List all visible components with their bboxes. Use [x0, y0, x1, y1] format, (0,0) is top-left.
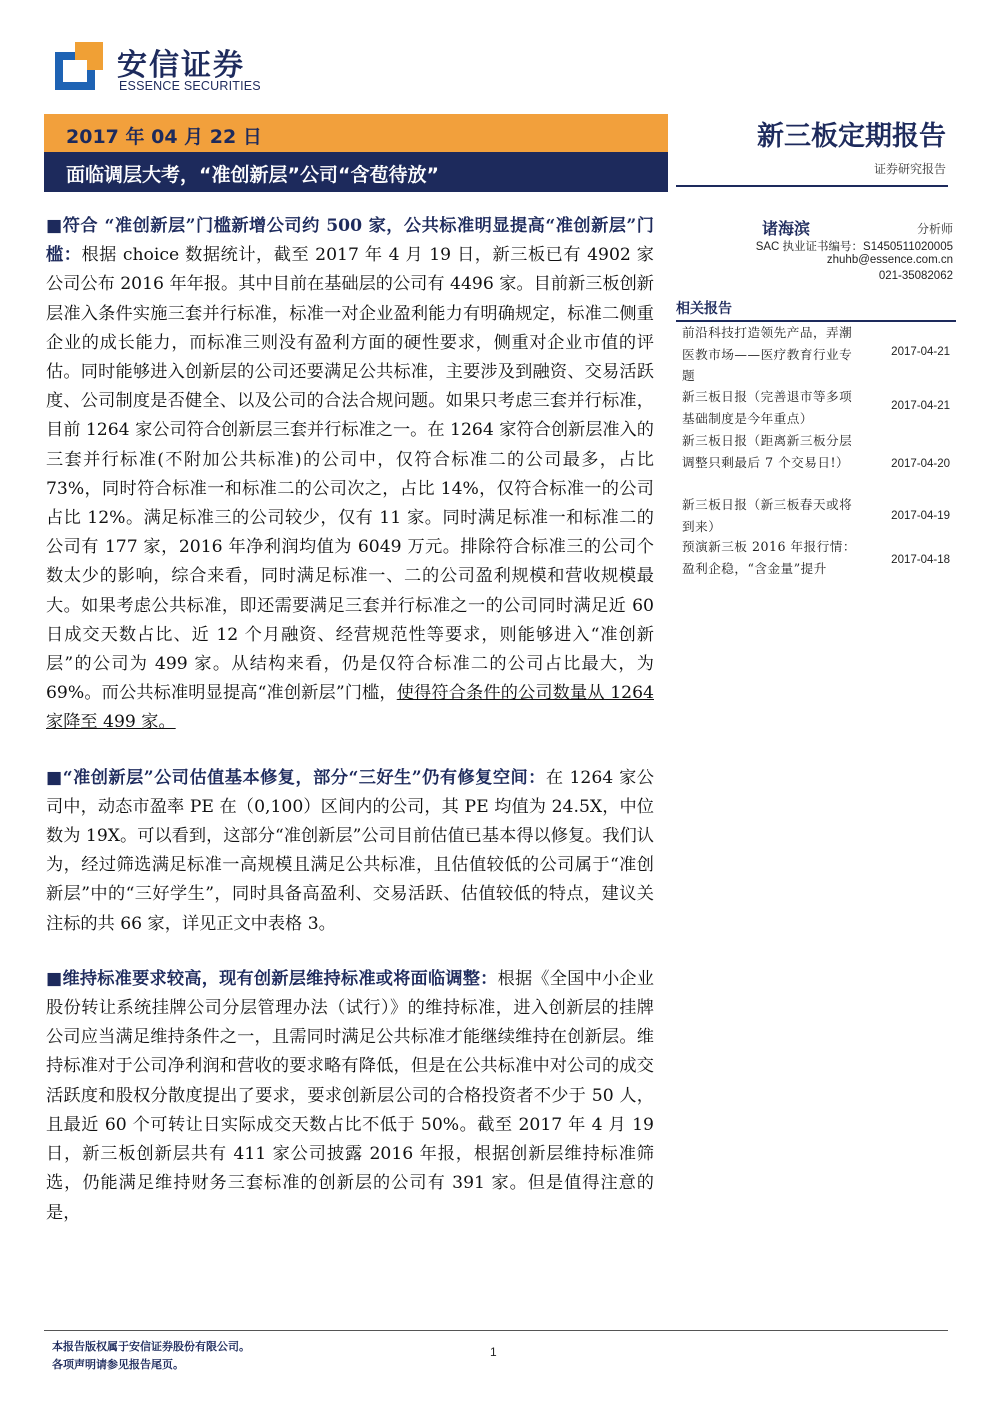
related-reports-title: 相关报告 [676, 301, 732, 317]
analyst-name: 诸海滨 [762, 219, 811, 238]
paragraph-3-heading: ■维持标准要求较高，现有创新层维持标准或将面临调整： [46, 968, 498, 989]
related-item-date: 2017-04-21 [891, 400, 950, 412]
related-item[interactable] [682, 430, 952, 473]
related-item-title: 新三板日报（距离新三板分层调整只剩最后 7 个交易日!） [682, 433, 853, 470]
paragraph-3 [46, 965, 654, 1228]
related-item[interactable] [682, 386, 952, 429]
page-number: 1 [490, 1345, 497, 1359]
paragraph-1-heading: ■符合 “准创新层”门槛新增公司约 500 家，公共标准明显提高“准创新层”门槛： [46, 216, 654, 266]
logo-name-cn: 安信证券 [117, 48, 245, 83]
related-item-date: 2017-04-18 [891, 554, 950, 566]
report-title: 面临调层大考，“准创新层”公司“含苞待放” [66, 164, 439, 186]
report-subtitle: 证券研究报告 [873, 162, 946, 176]
footer-copyright: 本报告版权属于安信证券股份有限公司。 [52, 1340, 250, 1353]
paragraph-1-underline: 使得符合条件的公司数量从 1264 家降至 499 家。 [46, 683, 654, 733]
analyst-role: 分析师 [916, 222, 953, 236]
header-divider [676, 185, 948, 187]
related-item[interactable] [682, 536, 952, 579]
related-item[interactable] [682, 494, 952, 537]
analyst-email: zhuhb@essence.com.cn [826, 254, 953, 266]
related-item-date: 2017-04-21 [891, 346, 950, 358]
paragraph-1-text: 根据 choice 数据统计，截至 2017 年 4 月 19 日，新三板已有 4902 家公司公布 2016 年年报。其中目前在基础层的公司有 4496 家。目前新三板创新层准入条件实施三套并行标准，标准一对企业盈利能力有明确规定，标准二侧重企业的成长能力，而标准三则没有盈利方面的硬性要求，侧重对企业市值的评估。同时能够进入创新层的公司还要满足公共标准，主要涉及到融资、交易活跃度、公司制度是否健全、以及公司的合法合规问题。如果只考虑三套并行标准，目前 1264 家公司符合创新层三套并行标准之一。在 1264 家符合创新层准入的三套并行标准(不附加公共标准)的公司中，仅符合标准二的公司最多，占比 73%，同时符合标准一和标准二的公司次之，占比 14%，仅符合标准一的公司占比 12%。满足标准三的公司较少，仅有 11 家。同时满足标准一和标准二的公司有 177 家，2016 年净利润均值为 6049 万元。排除符合标准三的公司个数太少的影响，综合来看，同时满足标准一、二的公司盈利规模和营收规模最大。如果考虑公共标准，即还需要满足三套并行标准之一的公司同时满足近 60 日成交天数占比、近 12 个月融资、经营规范性等要求，则能够进入“准创新层”的公司为 499 家。从结构来看，仍是仅符合标准二的公司占比最大，为 69%。而公共标准明显提高“准创新层”门槛， [46, 245, 654, 704]
related-item-title: 新三板日报（完善退市等多项基础制度是今年重点） [682, 389, 853, 426]
report-type: 新三板定期报告 [757, 121, 946, 152]
paragraph-2 [46, 764, 654, 939]
main-content [46, 212, 654, 1254]
related-item-date: 2017-04-19 [891, 510, 950, 522]
related-item-title: 新三板日报（新三板春天或将到来） [682, 497, 853, 534]
footer-disclaimer-note: 各项声明请参见报告尾页。 [52, 1358, 184, 1371]
paragraph-2-heading: ■“准创新层”公司估值基本修复，部分“三好生”仍有修复空间： [46, 767, 546, 788]
report-date: 2017 年 04 月 22 日 [66, 126, 262, 148]
related-reports [676, 298, 956, 576]
paragraph-1 [46, 212, 654, 738]
date-bar [44, 114, 668, 152]
logo-name-en: ESSENCE SECURITIES [119, 79, 261, 93]
related-item-title: 前沿科技打造领先产品，弄潮医教市场——医疗教育行业专题 [682, 325, 853, 383]
related-item-title: 预演新三板 2016 年报行情：盈利企稳，“含金量”提升 [682, 539, 856, 576]
footer-divider [44, 1330, 948, 1331]
related-item[interactable] [682, 322, 952, 387]
logo-mark-icon [55, 42, 103, 90]
related-item-date: 2017-04-20 [891, 458, 950, 470]
company-logo [55, 42, 275, 102]
paragraph-2-text: 在 1264 家公司中，动态市盈率 PE 在（0,100）区间内的公司，其 PE 均值为 24.5X，中位数为 19X。可以看到，这部分“准创新层”公司目前估值已基本得以修复。我们认为，经过筛选满足标准一高规模且满足公共标准，且估值较低的公司属于“准创新层”中的“三好学生”，同时具备高盈利、交易活跃、估值较低的特点，建议关注标的共 66 家，详见正文中表格 3。 [46, 767, 654, 934]
title-bar [44, 152, 668, 192]
paragraph-3-text: 根据《全国中小企业股份转让系统挂牌公司分层管理办法（试行）》的维持标准，进入创新层的挂牌公司应当满足维持条件之一，且需同时满足公共标准才能继续维持在创新层。维持标准对于公司净利润和营收的要求略有降低，但是在公共标准中对公司的成交活跃度和股权分散度提出了要求，要求创新层公司的合格投资者不少于 50 人，且最近 60 个可转让日实际成交天数占比不低于 50%。截至 2017 年 4 月 19 日，新三板创新层共有 411 家公司披露 2016 年报，根据创新层维持标准筛选，仍能满足维持财务三套标准的创新层的公司有 391 家。但是值得注意的是， [46, 968, 654, 1223]
analyst-phone: 021-35082062 [878, 270, 953, 282]
analyst-sac: SAC 执业证书编号：S1450511020005 [755, 241, 953, 253]
